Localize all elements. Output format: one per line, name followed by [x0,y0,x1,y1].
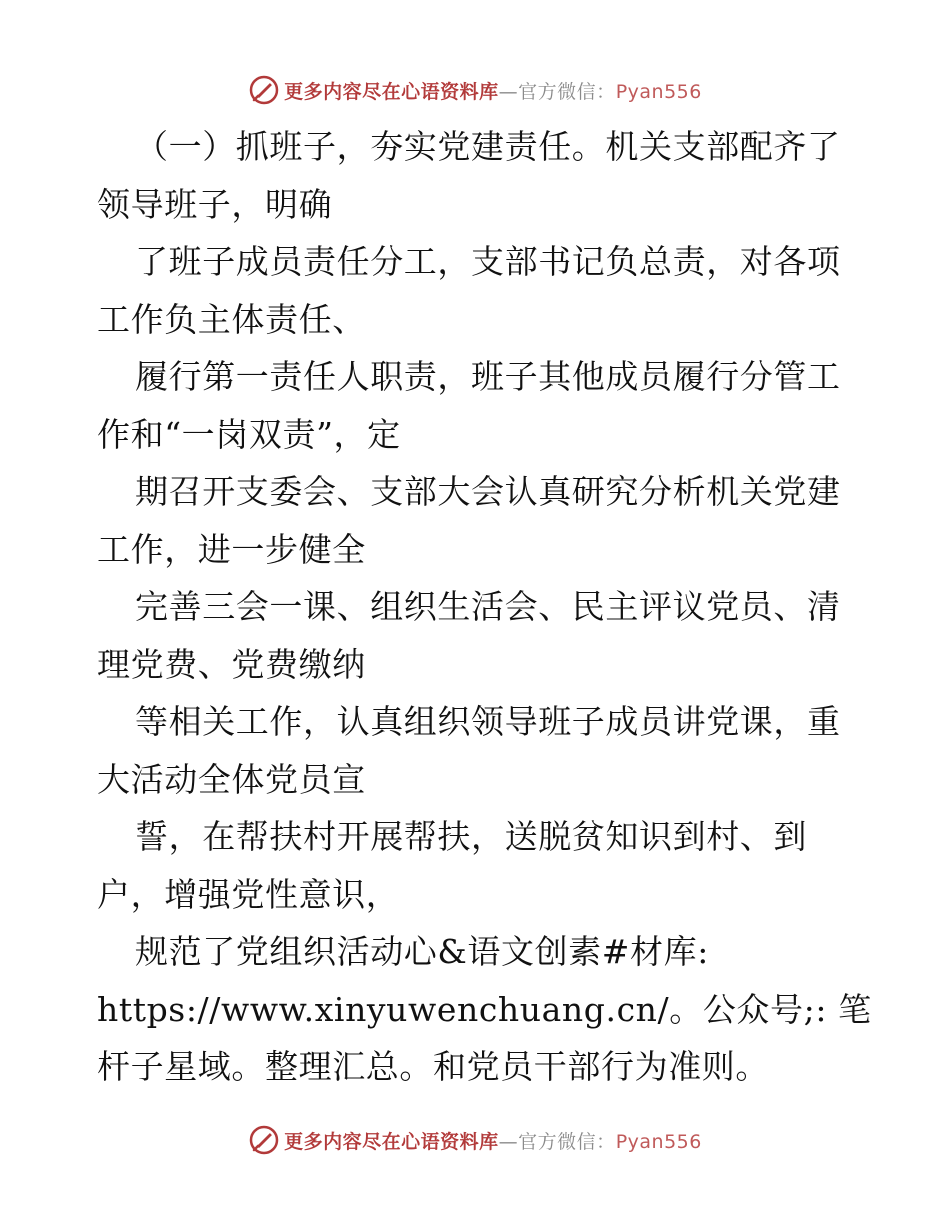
text-line: 誓，在帮扶村开展帮扶，送脱贫知识到村、到 [135,817,807,856]
banner-dash: — [498,80,519,103]
banner-dash: — [498,1130,519,1153]
header-watermark-banner [0,70,950,110]
banner-wechat-label: 官方微信： [518,1130,616,1153]
text-line: 户，增强党性意识， [97,874,400,914]
text-line: 期召开支委会、支部大会认真研究分析机关党建 [135,472,841,511]
paragraph [97,233,857,348]
banner-wechat-id: Pyan556 [615,80,702,103]
paragraph [97,693,857,808]
paragraph [97,808,857,923]
quill-logo-icon [248,74,280,106]
banner-text [284,77,702,104]
document-body [97,118,872,1096]
paragraph [97,348,857,463]
text-line: 理党费、党费缴纳 [97,644,366,684]
banner-wechat-id: Pyan556 [615,1130,702,1153]
text-line: （一）抓班子，夯实党建责任。机关支部配齐了 [135,127,841,166]
text-line: 大活动全体党员宣 [97,759,366,799]
banner-lead: 更多内容尽在心语资料库 [284,1130,499,1153]
footer-watermark-banner [0,1120,950,1160]
text-line: 领导班子，明确 [97,184,333,224]
text-line: 等相关工作，认真组织领导班子成员讲党课，重 [135,702,841,741]
text-line: 工作，进一步健全 [97,529,366,569]
text-line: 了班子成员责任分工，支部书记负总责，对各项 [135,242,841,281]
banner-wechat-label: 官方微信： [518,80,616,103]
text-line: 履行第一责任人职责，班子其他成员履行分管工 [135,357,841,396]
paragraph [97,463,857,578]
banner-lead: 更多内容尽在心语资料库 [284,80,499,103]
text-line: 杆子星域。整理汇总。和党员干部行为准则。 [97,1047,769,1086]
text-line: 工作负主体责任、 [97,299,366,339]
paragraph [97,118,857,233]
banner-text [284,1127,702,1154]
paragraph [97,578,857,693]
text-line: 完善三会一课、组织生活会、民主评议党员、清 [135,587,841,626]
paragraph [97,923,872,1096]
quill-logo-icon [248,1124,280,1156]
text-line-url: https://www.xinyuwenchuang.cn/。公众号;: 笔 [97,989,872,1029]
text-line: 作和“一岗双责”，定 [97,414,401,454]
text-line: 规范了党组织活动心&语文创素#材库: [135,932,709,971]
